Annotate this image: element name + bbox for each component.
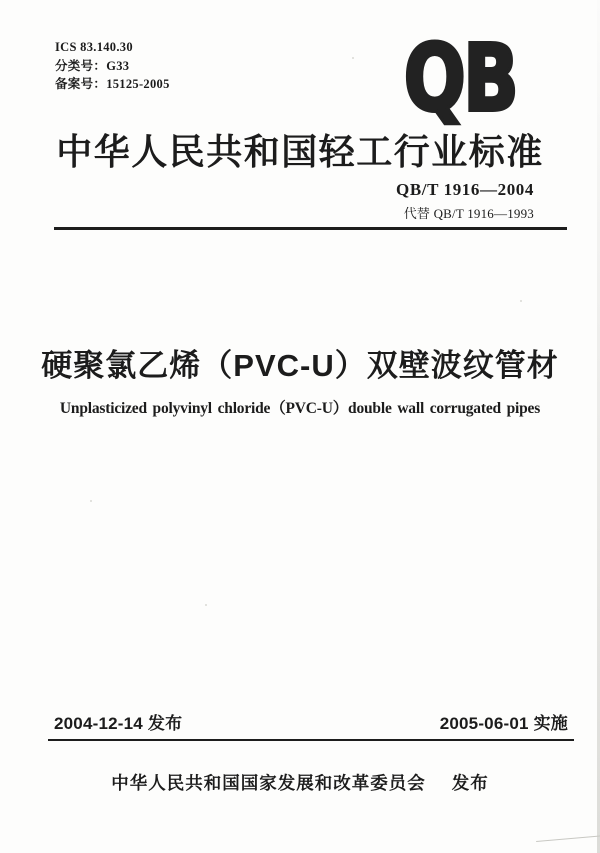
replaces-note: 代替 QB/T 1916—1993	[403, 206, 534, 221]
issuer-name: 中华人民共和国国家发展和改革委员会	[111, 773, 426, 793]
issuer-line	[0, 770, 600, 795]
category-number: 分类号：G33	[55, 58, 130, 73]
scan-speck	[520, 300, 522, 302]
scan-speck	[205, 604, 207, 606]
publish-label: 发布	[451, 773, 489, 793]
record-number: 备案号：15125-2005	[55, 77, 170, 91]
document-meta-block	[55, 38, 170, 94]
issue-date: 2004-12-14 发布	[54, 714, 183, 733]
scan-speck	[90, 500, 92, 502]
dates-row	[54, 709, 568, 734]
header-divider-rule	[54, 227, 567, 230]
standard-number: QB/T 1916—2004	[396, 180, 534, 199]
implement-date: 2005-06-01 实施	[439, 714, 568, 733]
standard-type-heading: 中华人民共和国轻工行业标准	[56, 131, 544, 172]
qb-logo: QB	[403, 25, 516, 132]
scan-speck	[352, 57, 354, 59]
standard-number-block	[396, 180, 534, 222]
document-title-english: Unplasticized polyvinyl chloride（PVC-U）double wall corrugated pipes	[59, 400, 541, 417]
ics-number: ICS 83.140.30	[55, 40, 133, 54]
scan-corner-artifact	[536, 835, 600, 842]
document-title-chinese: 硬聚氯乙烯（PVC-U）双壁波纹管材	[41, 348, 559, 383]
footer-divider-rule	[48, 739, 574, 741]
